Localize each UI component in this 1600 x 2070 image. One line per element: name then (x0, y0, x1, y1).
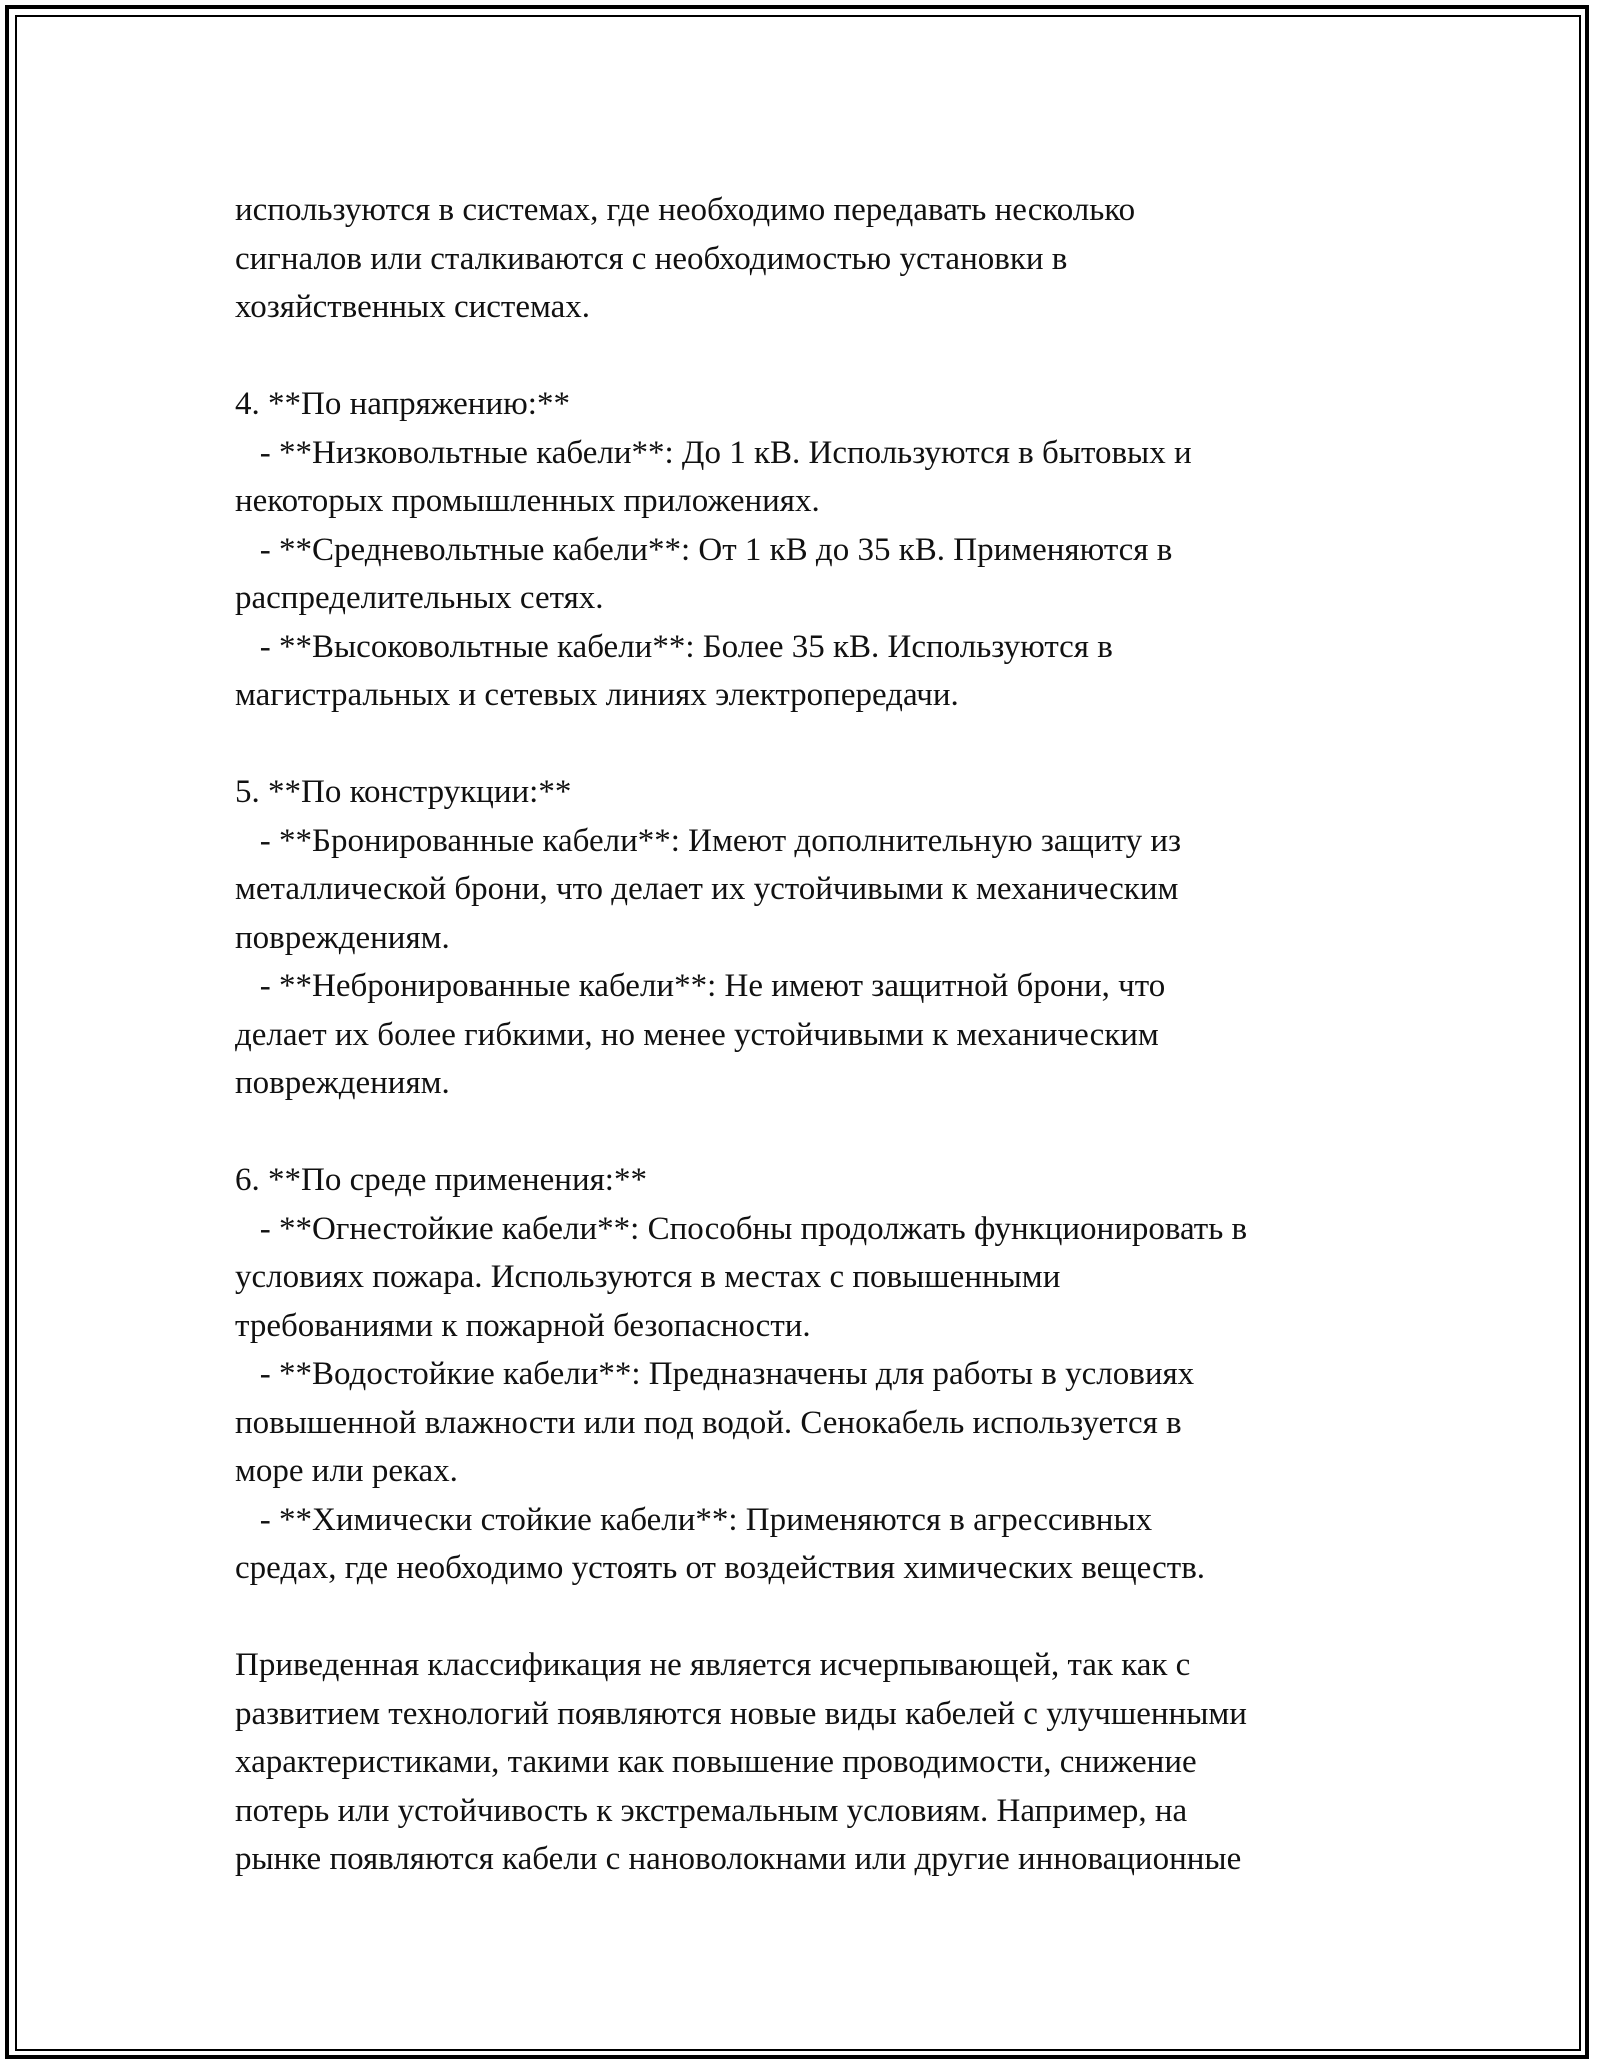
list-item-line: - **Огнестойкие кабели**: Способны продолжать функционировать в (235, 1210, 1248, 1247)
list-item-line: металлической брони, что делает их устойчивыми к механическим (235, 871, 1179, 907)
section-voltage (235, 380, 1385, 720)
list-item-line: море или реках. (235, 1453, 458, 1489)
list-item-line: делает их более гибкими, но менее устойчивыми к механическим (235, 1016, 1159, 1053)
section-construction (235, 768, 1385, 1108)
section-heading: 4. **По напряжению:** (235, 386, 570, 422)
section-heading: 5. **По конструкции:** (235, 774, 572, 810)
list-item-line: магистральных и сетевых линиях электропередачи. (235, 677, 959, 713)
paragraph-gap (235, 720, 1385, 769)
list-item-line: - **Низковольтные кабели**: До 1 кВ. Используются в бытовых и (235, 434, 1192, 471)
text-line: используются в системах, где необходимо передавать несколько (235, 192, 1136, 228)
document-body (235, 186, 1385, 1884)
paragraph-gap (235, 1593, 1385, 1642)
list-item-line: - **Небронированные кабели**: Не имеют защитной брони, что (235, 968, 1166, 1004)
text-line: сигналов или сталкиваются с необходимостью установки в (235, 240, 1068, 277)
list-item-line: распределительных сетях. (235, 580, 604, 616)
text-line: развитием технологий появляются новые виды кабелей с улучшенными (235, 1695, 1247, 1732)
list-item-line: - **Высоковольтные кабели**: Более 35 кВ. Используются в (235, 628, 1113, 665)
list-item-line: повышенной влажности или под водой. Сенокабель используется в (235, 1404, 1182, 1441)
list-item-line: повреждениям. (235, 919, 450, 956)
text-line: Приведенная классификация не является исчерпывающей, так как с (235, 1647, 1191, 1683)
text-line: потерь или устойчивость к экстремальным условиям. Например, на (235, 1792, 1188, 1829)
section-environment (235, 1156, 1385, 1593)
list-item-line: - **Водостойкие кабели**: Предназначены для работы в условиях (235, 1356, 1195, 1392)
list-item-line: требованиями к пожарной безопасности. (235, 1307, 811, 1344)
text-line: хозяйственных системах. (235, 289, 591, 325)
list-item-line: - **Бронированные кабели**: Имеют дополнительную защиту из (235, 822, 1182, 859)
closing-paragraph (235, 1641, 1385, 1884)
list-item-line: - **Химически стойкие кабели**: Применяются в агрессивных (235, 1501, 1153, 1538)
paragraph-gap (235, 332, 1385, 381)
list-item-line: повреждениям. (235, 1065, 450, 1101)
section-heading: 6. **По среде применения:** (235, 1162, 647, 1198)
list-item-line: некоторых промышленных приложениях. (235, 483, 820, 519)
list-item-line: условиях пожара. Используются в местах с повышенными (235, 1259, 1061, 1295)
list-item-line: средах, где необходимо устоять от воздействия химических веществ. (235, 1550, 1206, 1586)
intro-paragraph (235, 186, 1385, 332)
list-item-line: - **Средневольтные кабели**: От 1 кВ до 35 кВ. Применяются в (235, 531, 1173, 568)
text-line: характеристиками, такими как повышение проводимости, снижение (235, 1744, 1197, 1780)
paragraph-gap (235, 1108, 1385, 1157)
text-line: рынке появляются кабели с нановолокнами или другие инновационные (235, 1841, 1242, 1877)
